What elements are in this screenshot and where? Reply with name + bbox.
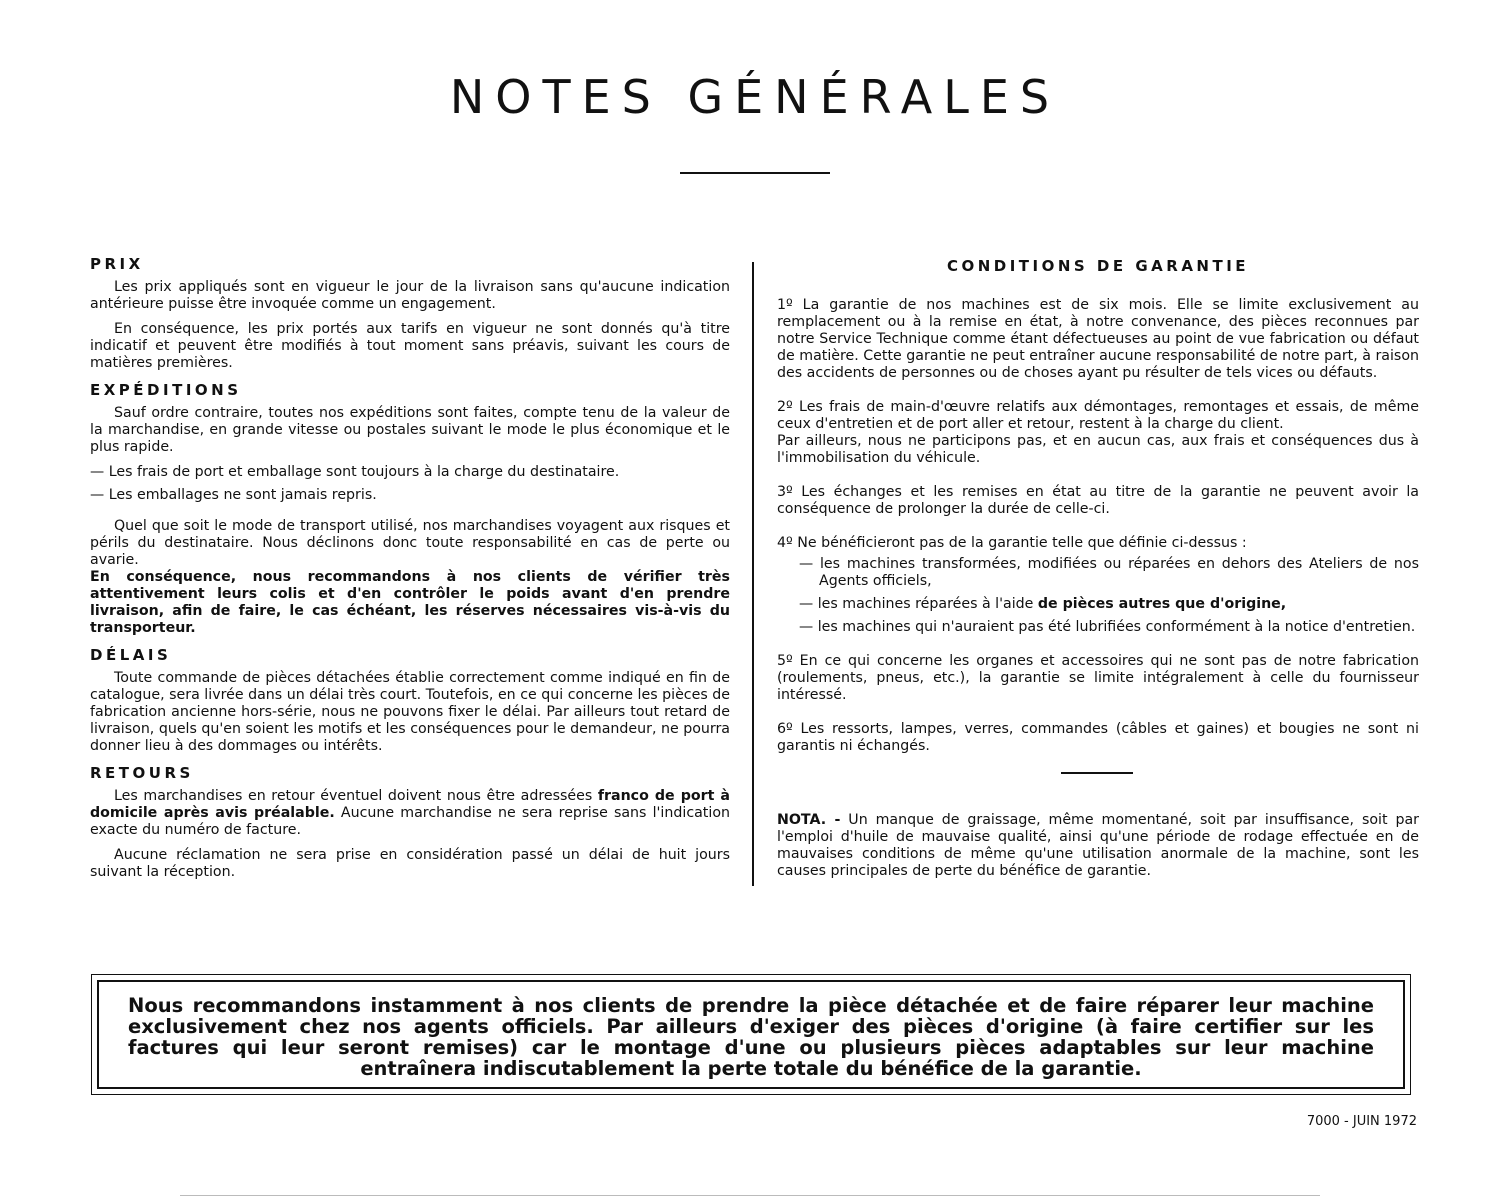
expeditions-dash-item: — Les frais de port et emballage sont toujours à la charge du destinataire. — [90, 464, 620, 480]
page-title: NOTES GÉNÉRALES — [449, 70, 1061, 124]
delais-paragraph: Toute commande de pièces détachées établie correctement comme indiqué en fin de catalogue, sera livrée dans un délai très court. Toutefois, en ce qui concerne les pièces de fabrication ancienne hors-série, nous ne pouvons fixer le délai. Par ailleurs tout retard de livraison, quels qu'en soient les motifs et les conséquences pour le demandeur, ne pourra donner lieu à des dommages ou intérêts. — [90, 670, 730, 754]
garantie-item-5: 5º En ce qui concerne les organes et accessoires qui ne sont pas de notre fabrication (roulements, pneus, etc.), la garantie se limite intégralement à celle du fournisseur intéressé. — [777, 653, 1419, 703]
section-separator — [1061, 772, 1133, 774]
garantie-item-3: 3º Les échanges et les remises en état au titre de la garantie ne peuvent avoir la conséquence de prolonger la durée de celle-ci. — [777, 484, 1419, 517]
garantie-item-2-continued: Par ailleurs, nous ne participons pas, et en aucun cas, aux frais et conséquences dus à l'immobilisation du véhicule. — [777, 433, 1419, 466]
column-divider — [752, 262, 754, 886]
scan-edge-line — [180, 1195, 1320, 1196]
right-column — [777, 258, 1419, 897]
garantie-item-2: 2º Les frais de main-d'œuvre relatifs aux démontages, remontages et essais, de même ceux d'entretien et de port aller et retour, restent à la charge du client. — [777, 399, 1419, 432]
nota-text: Un manque de graissage, même momentané, soit par insuffisance, soit par l'emploi d'huile de mauvaise qualité, ainsi qu'une période de rodage effectuée en de mauvaises conditions de même qu'une utilisation anormale de la machine, sont les causes principales de perte du bénéfice de garantie. — [777, 812, 1419, 879]
expeditions-dash-item: — Les emballages ne sont jamais repris. — [90, 487, 377, 503]
document-reference: 7000 - JUIN 1972 — [1306, 1114, 1417, 1129]
section-expeditions — [90, 382, 730, 637]
garantie-exclusion: — les machines qui n'auraient pas été lubrifiées conformément à la notice d'entretien. — [799, 619, 1416, 635]
retours-text: Aucune marchandise ne sera reprise sans l'indication exacte du numéro de facture. — [90, 805, 730, 838]
expeditions-bold-paragraph: En conséquence, nous recommandons à nos clients de vérifier très attentivement leurs colis et d'en contrôler le poids avant d'en prendre livraison, afin de faire, le cas échéant, les réserves nécessaires vis-à-vis du transporteur. — [90, 569, 730, 636]
garantie-exclusion: — les machines transformées, modifiées ou réparées en dehors des Ateliers de nos Agents officiels, — [799, 556, 1419, 589]
garantie-item-4: 4º Ne bénéficieront pas de la garantie telle que définie ci-dessus : — [777, 535, 1247, 551]
title-underline — [680, 172, 830, 174]
garantie-item-1: 1º La garantie de nos machines est de six mois. Elle se limite exclusivement au remplacement ou à la remise en état, à notre convenance, des pièces reconnues par notre Service Technique comme étant défectueuses au point de vue fabrication ou défaut de matière. Cette garantie ne peut entraîner aucune responsabilité de notre part, à raison des accidents de personnes ou de choses ayant pu résulter de tels vices ou défauts. — [777, 297, 1419, 381]
section-heading-retours: RETOURS — [90, 764, 194, 782]
left-column — [90, 256, 730, 891]
expeditions-paragraph: Sauf ordre contraire, toutes nos expéditions sont faites, compte tenu de la valeur de la marchandise, en grande vitesse ou postales suivant le mode le plus économique et le plus rapide. — [90, 405, 730, 455]
garantie-item-6: 6º Les ressorts, lampes, verres, commandes (câbles et gaines) et bougies ne sont ni garantis ni échangés. — [777, 721, 1419, 754]
section-heading-garantie: CONDITIONS DE GARANTIE — [946, 257, 1250, 275]
garantie-exclusion — [799, 596, 1419, 613]
recommendation-box — [91, 974, 1411, 1095]
retours-paragraph — [90, 788, 730, 839]
section-heading-delais: DÉLAIS — [90, 646, 172, 664]
section-prix — [90, 256, 730, 372]
section-heading-prix: PRIX — [90, 255, 144, 273]
section-retours — [90, 765, 730, 881]
retours-text: Les marchandises en retour éventuel doivent nous être adressées — [114, 788, 598, 804]
retours-paragraph: Aucune réclamation ne sera prise en considération passé un délai de huit jours suivant la réception. — [90, 847, 730, 880]
retours-bold-text: franco de port à domicile après avis préalable. — [90, 788, 730, 821]
recommendation-text: Nous recommandons instamment à nos clients de prendre la pièce détachée et de faire réparer leur machine exclusivement chez nos agents officiels. Par ailleurs d'exiger des pièces d'origine (à faire certifier sur les factures qui leur seront remises) car le montage d'une ou plusieurs pièces adaptables sur leur machine entraînera indiscutablement la perte totale du bénéfice de la garantie. — [128, 994, 1374, 1080]
exclusion-text: — les machines réparées à l'aide — [799, 596, 1038, 612]
prix-paragraph: En conséquence, les prix portés aux tarifs en vigueur ne sont donnés qu'à titre indicatif et peuvent être modifiés à tout moment sans préavis, suivant les cours de matières premières. — [90, 321, 730, 371]
garantie-item-4-list — [777, 556, 1419, 636]
expeditions-paragraph: Quel que soit le mode de transport utilisé, nos marchandises voyagent aux risques et périls du destinataire. Nous déclinons donc toute responsabilité en cas de perte ou avarie. — [90, 518, 730, 568]
section-heading-expeditions: EXPÉDITIONS — [90, 381, 242, 399]
nota-paragraph — [777, 812, 1419, 880]
section-delais — [90, 647, 730, 755]
exclusion-bold-text: de pièces autres que d'origine, — [1037, 596, 1287, 612]
prix-paragraph: Les prix appliqués sont en vigueur le jour de la livraison sans qu'aucune indication antérieure puisse être invoquée comme un engagement. — [90, 279, 730, 312]
nota-label: NOTA. - — [777, 812, 841, 828]
